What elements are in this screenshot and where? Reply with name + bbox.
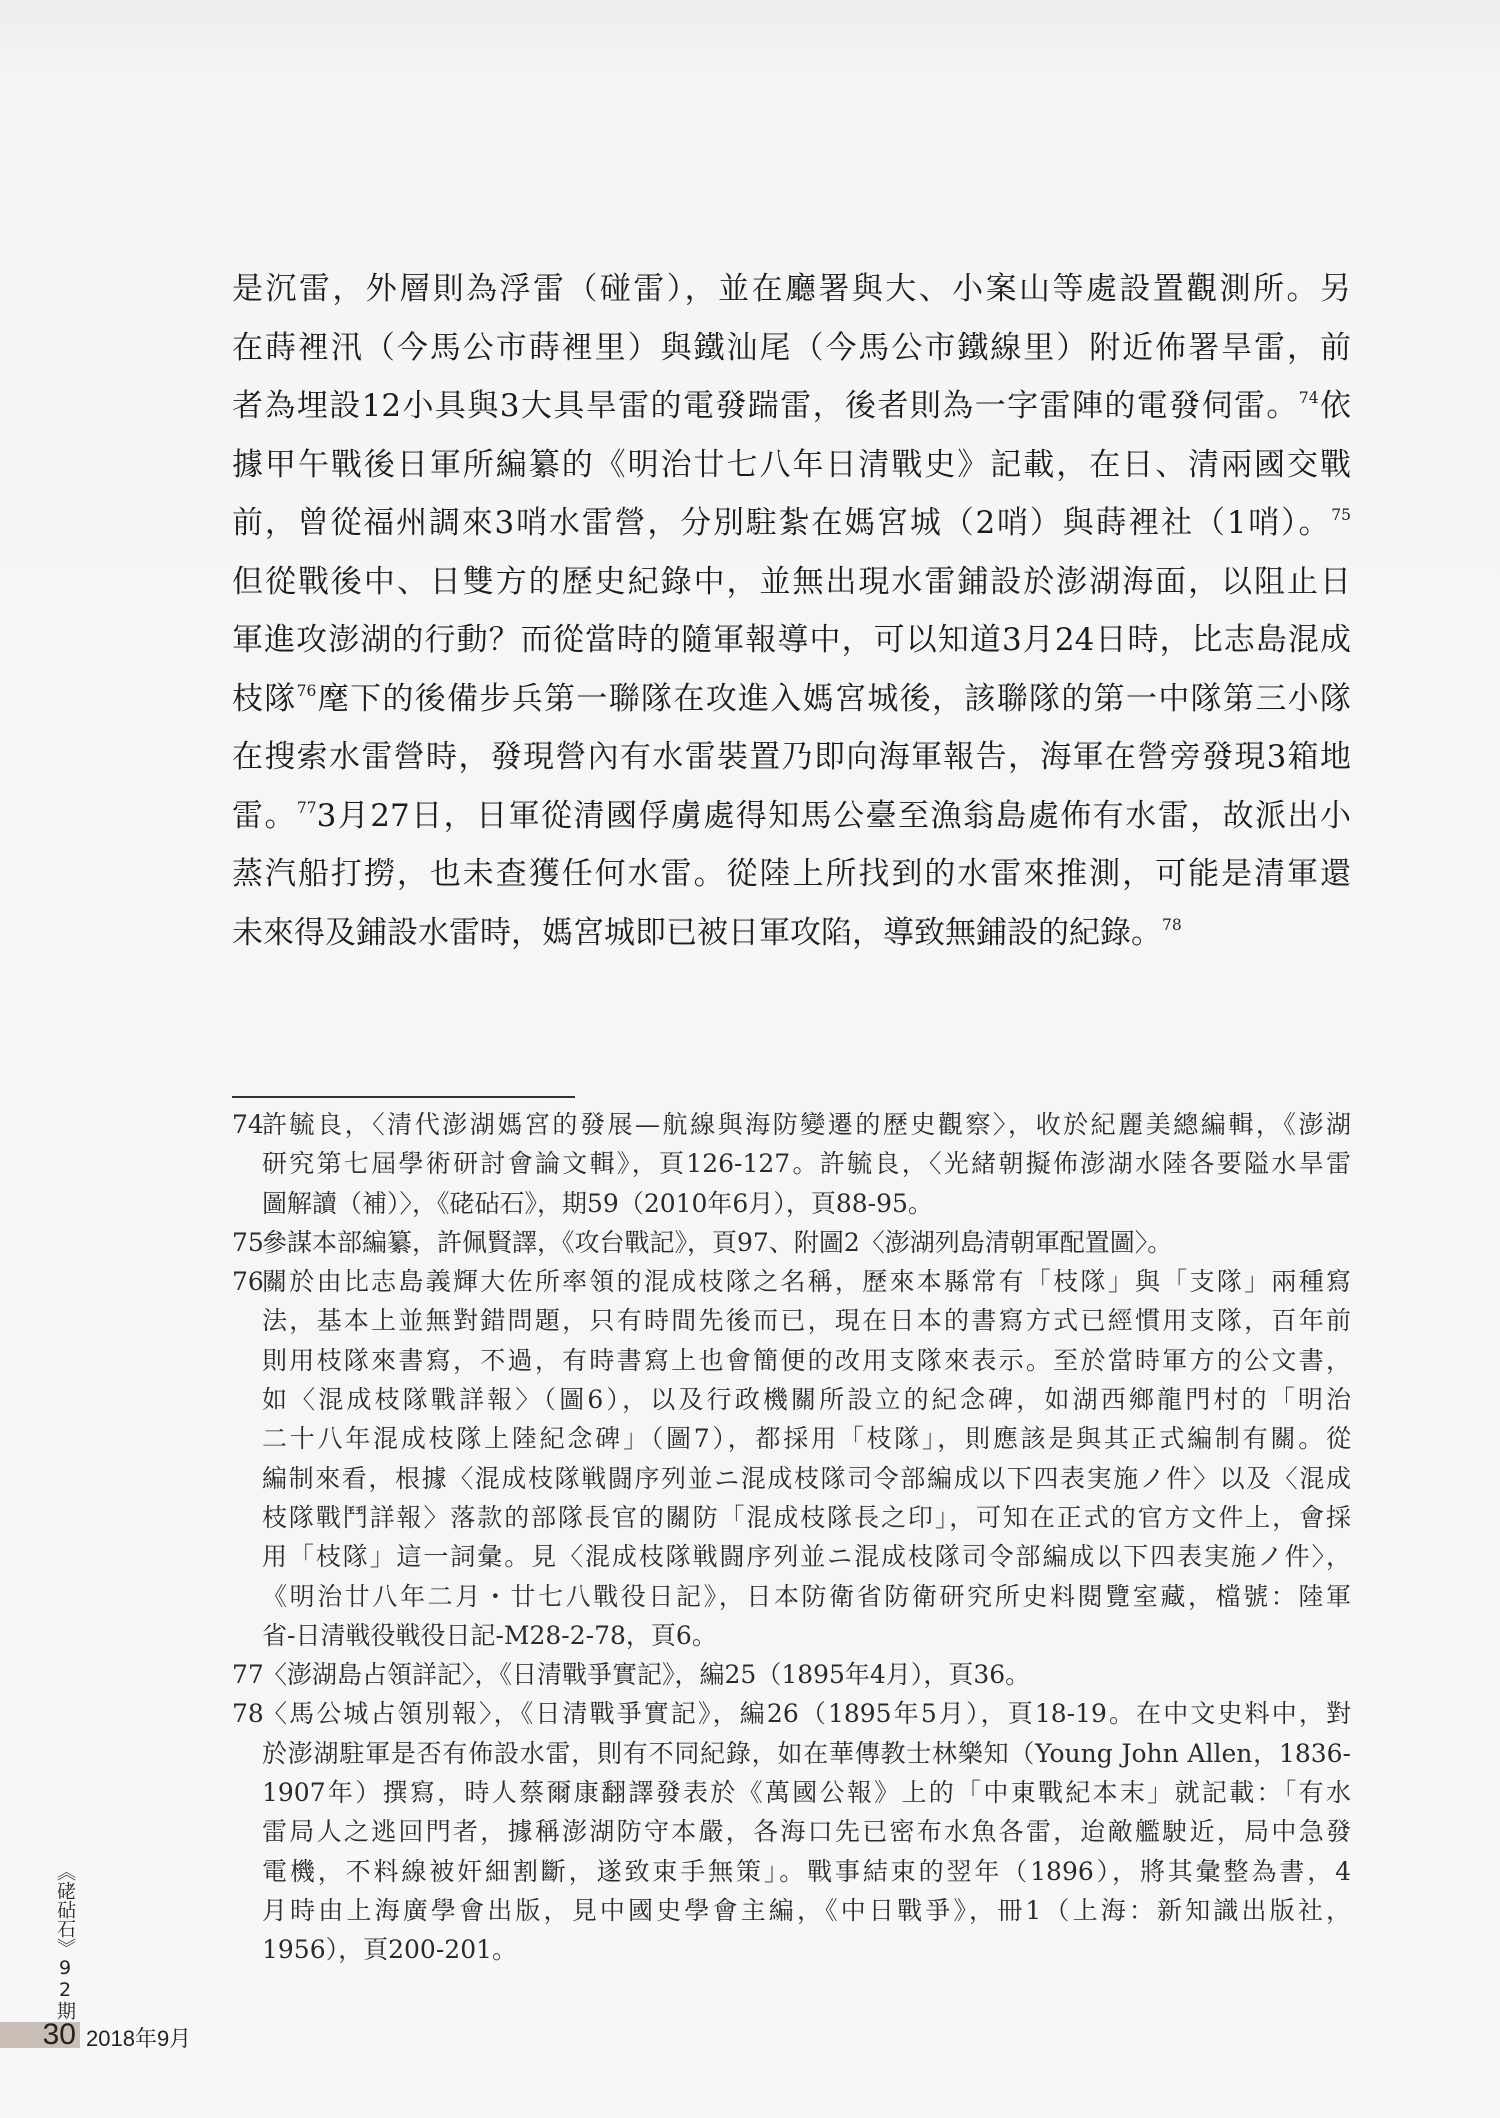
- footnote-text: 研究第七屆學術研討會論文輯》，頁126-127。許毓良，〈光緒朝擬佈澎湖水陸各要隘水旱雷: [262, 1149, 1351, 1179]
- journal-title: 《硓砧石》92期: [54, 1862, 76, 2020]
- footnote-text: 則用枝隊來書寫，不過，有時書寫上也會簡便的改用支隊來表示。至於當時軍方的公文書，: [262, 1345, 1351, 1375]
- footnote-line: [232, 1498, 1351, 1537]
- footnote-number: 74: [232, 1110, 264, 1139]
- footnote-number: 76: [232, 1267, 264, 1297]
- footnote-text: 《明治廿八年二月・廿七八戰役日記》，日本防衛省防衛研究所史料閱覽室藏，檔號：陸軍: [262, 1581, 1351, 1611]
- page-number: 30: [42, 2018, 76, 2051]
- footnote-line: [232, 1694, 1351, 1733]
- text-segment: 枝隊: [232, 680, 297, 717]
- footnote-text: 〈馬公城占領別報〉，《日清戰爭實記》，編26（1895年5月），頁18-19。在中文史料中，對: [262, 1699, 1351, 1729]
- footnote-line: [232, 1852, 1351, 1891]
- footnote-text: 編制來看，根據〈混成枝隊戦闘序列並ニ混成枝隊司令部編成以下四表実施ノ件〉以及〈混成: [262, 1463, 1351, 1493]
- body-text: [232, 260, 1351, 962]
- footnote-line: [232, 1577, 1351, 1616]
- footnote-ref: 76: [296, 681, 317, 700]
- footnote-line: [232, 1891, 1351, 1930]
- footnote-divider: [232, 1096, 575, 1098]
- footnote-line: [232, 1930, 1351, 1969]
- text-line: [232, 904, 1351, 963]
- text-segment: 未來得及鋪設水雷時，媽宮城即已被日軍攻陷，導致無鋪設的紀錄。: [232, 914, 1162, 951]
- text-line: [232, 553, 1351, 612]
- footnote-line: [232, 1537, 1351, 1576]
- footnote-line: [232, 1144, 1351, 1183]
- text-line: [232, 787, 1351, 846]
- text-line: [232, 377, 1351, 436]
- text-segment: 麾下的後備步兵第一聯隊在攻進入媽宮城後，該聯隊的第一中隊第三小隊: [316, 680, 1352, 717]
- text-segment: 3月27日，日軍從清國俘虜處得知馬公臺至漁翁島處佈有水雷，故派出小: [316, 797, 1352, 834]
- text-segment: 是沉雷，外層則為浮雷（碰雷），並在廳署與大、小案山等處設置觀測所。另: [232, 271, 1351, 307]
- footnote-text: 參謀本部編纂，許佩賢譯，《攻台戰記》，頁97、附圖2〈澎湖列島清朝軍配置圖〉。: [262, 1227, 1173, 1257]
- footnote-line: [232, 1734, 1351, 1773]
- text-line: [232, 845, 1351, 904]
- footnotes: [232, 1105, 1351, 1970]
- footnote-text: 1956），頁200-201。: [262, 1935, 518, 1965]
- footnote-line: [232, 1184, 1351, 1223]
- text-segment: 者為埋設12小具與3大具旱雷的電發踹雷，後者則為一字雷陣的電發伺雷。: [232, 388, 1299, 424]
- text-segment: 軍進攻澎湖的行動？而從當時的隨軍報導中，可以知道3月24日時，比志島混成: [232, 622, 1351, 658]
- text-segment: 雷。: [232, 797, 297, 834]
- text-segment: 蒸汽船打撈，也未查獲任何水雷。從陸上所找到的水雷來推測，可能是清軍還: [232, 856, 1351, 892]
- footnote-line: [232, 1341, 1351, 1380]
- footnote-text: 如〈混成枝隊戰詳報〉（圖6），以及行政機關所設立的紀念碑，如湖西鄉龍門村的「明治: [262, 1385, 1351, 1415]
- text-segment: 在蒔裡汛（今馬公市蒔裡里）與鐵汕尾（今馬公市鐵線里）附近佈署旱雷，前: [232, 329, 1351, 366]
- footnote-line: [232, 1616, 1351, 1655]
- text-line: [232, 319, 1351, 378]
- footnote-text: 1907年）撰寫，時人蔡爾康翻譯發表於《萬國公報》上的「中東戰紀本末」就記載：「有水: [262, 1778, 1351, 1808]
- footnote-line: [232, 1262, 1351, 1301]
- text-line: [232, 728, 1351, 787]
- text-line: [232, 260, 1351, 319]
- footnote-text: 枝隊戰鬥詳報〉落款的部隊長官的關防「混成枝隊長之印」，可知在正式的官方文件上，會採: [262, 1502, 1351, 1532]
- footnote-line: [232, 1223, 1351, 1262]
- issue-date: 2018年9月: [86, 2026, 192, 2051]
- footnote-text: 電機，不料線被奸細割斷，遂致束手無策」。戰事結束的翌年（1896），將其彙整為書，4: [262, 1856, 1351, 1886]
- footnote-number: 78: [232, 1699, 264, 1729]
- footnote-text: 用「枝隊」這一詞彙。見〈混成枝隊戦闘序列並ニ混成枝隊司令部編成以下四表実施ノ件〉，: [262, 1542, 1351, 1572]
- footnote-text: 二十八年混成枝隊上陸紀念碑」（圖7），都採用「枝隊」，則應該是與其正式編制有關。從: [262, 1424, 1351, 1454]
- text-segment: 但從戰後中、日雙方的歷史紀錄中，並無出現水雷鋪設於澎湖海面，以阻止日: [232, 563, 1351, 600]
- footnote-text: 月時由上海廣學會出版，見中國史學會主編，《中日戰爭》，冊1（上海：新知識出版社，: [262, 1895, 1351, 1925]
- footnote-ref: 78: [1162, 915, 1182, 934]
- footnote-text: 許毓良，〈清代澎湖媽宮的發展—航線與海防變遷的歷史觀察〉，收於紀麗美總編輯，《澎湖: [262, 1110, 1351, 1139]
- text-segment: 據甲午戰後日軍所編纂的《明治廿七八年日清戰史》記載，在日、清兩國交戰: [232, 446, 1351, 483]
- text-line: [232, 436, 1351, 495]
- footnote-line: [232, 1105, 1351, 1144]
- footnote-line: [232, 1419, 1351, 1458]
- footnote-ref: 75: [1331, 505, 1351, 524]
- footnote-text: 雷局人之逃回門者，據稱澎湖防守本嚴，各海口先已密布水魚各雷，迨敵艦駛近，局中急發: [262, 1817, 1351, 1847]
- text-segment: 前，曾從福州調來3哨水雷營，分別駐紮在媽宮城（2哨）與蒔裡社（1哨）。: [232, 505, 1332, 541]
- text-segment: 在搜索水雷營時，發現營內有水雷裝置乃即向海軍報告，海軍在營旁發現3箱地: [232, 739, 1351, 775]
- footnote-text: 關於由比志島義輝大佐所率領的混成枝隊之名稱，歷來本縣常有「枝隊」與「支隊」兩種寫: [262, 1267, 1351, 1297]
- footnote-text: 省-日清戦役戦役日記-M28-2-78，頁6。: [262, 1620, 717, 1650]
- footnote-line: [232, 1380, 1351, 1419]
- footnote-text: 於澎湖駐軍是否有佈設水雷，則有不同紀錄，如在華傳教士林樂知（Young John Allen，1836-: [262, 1738, 1351, 1768]
- text-line: [232, 611, 1351, 670]
- footnote-ref: 74: [1298, 388, 1319, 407]
- text-line: [232, 670, 1351, 729]
- footnote-line: [232, 1301, 1351, 1340]
- footnote-line: [232, 1773, 1351, 1812]
- footnote-line: [232, 1812, 1351, 1851]
- footnote-line: [232, 1459, 1351, 1498]
- footnote-number: 75: [232, 1227, 264, 1257]
- text-line: [232, 494, 1351, 553]
- footnote-ref: 77: [296, 798, 317, 817]
- footnote-text: 法，基本上並無對錯問題，只有時間先後而已，現在日本的書寫方式已經慣用支隊，百年前: [262, 1306, 1351, 1336]
- text-segment: 依: [1318, 388, 1352, 424]
- footnote-line: [232, 1655, 1351, 1694]
- footnote-text: 圖解讀（補）〉，《硓砧石》，期59（2010年6月），頁88-95。: [262, 1188, 933, 1218]
- footnote-text: 〈澎湖島占領詳記〉，《日清戰爭實記》，編25（1895年4月），頁36。: [262, 1660, 1031, 1690]
- footnote-number: 77: [232, 1660, 264, 1690]
